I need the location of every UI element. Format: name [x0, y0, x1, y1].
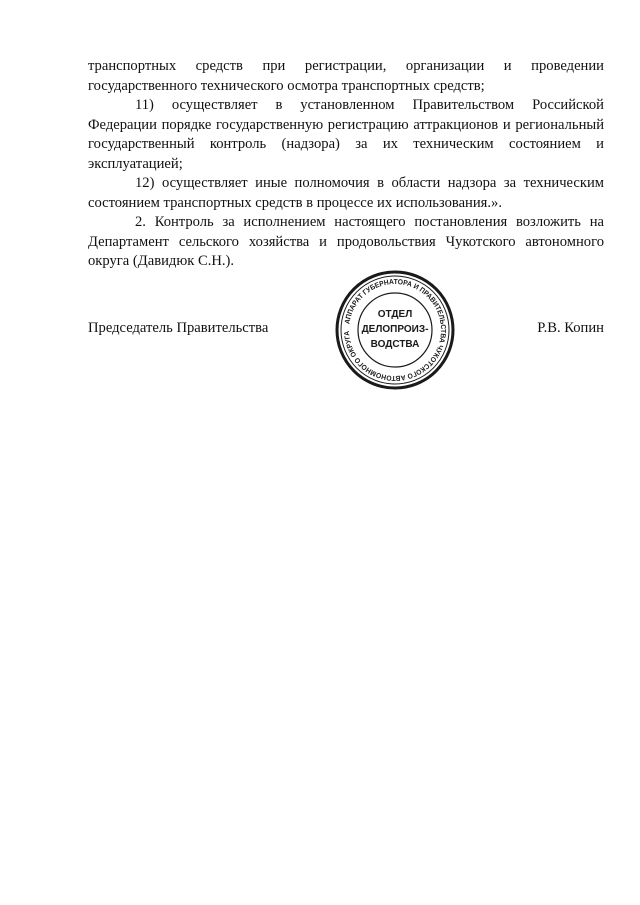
- paragraph-item-11: 11) осуществляет в установленном Правительством Российской Федерации порядке государственную регистрацию аттракционов и региональный государственный контроль (надзора) за их техническим состоянием и эксплуатацией;: [88, 97, 604, 172]
- signature-position: Председатель Правительства: [88, 320, 269, 336]
- paragraph-item-12: 12) осуществляет иные полномочия в области надзора за техническим состоянием транспортных средств в процессе их использования.».: [88, 175, 604, 211]
- stamp-ring-text: АППАРАТ ГУБЕРНАТОРА И ПРАВИТЕЛЬСТВА ЧУКОТСКОГО АВТОНОМНОГО ОКРУГА: [341, 276, 449, 384]
- stamp-center-line-2: ДЕЛОПРОИЗ-: [361, 324, 429, 335]
- office-stamp: [333, 268, 457, 392]
- paragraph-control-clause: 2. Контроль за исполнением настоящего постановления возложить на Департамент сельского хозяйства и продовольствия Чукотского автономного округа (Давидюк С.Н.).: [88, 214, 604, 269]
- stamp-center-line-3: ВОДСТВА: [370, 339, 420, 350]
- stamp-center-line-1: ОТДЕЛ: [377, 309, 413, 320]
- document-body: [88, 57, 604, 272]
- signature-name: Р.В. Копин: [537, 320, 604, 336]
- paragraph-continuation: транспортных средств при регистрации, организации и проведении государственного технического осмотра транспортных средств;: [88, 58, 604, 94]
